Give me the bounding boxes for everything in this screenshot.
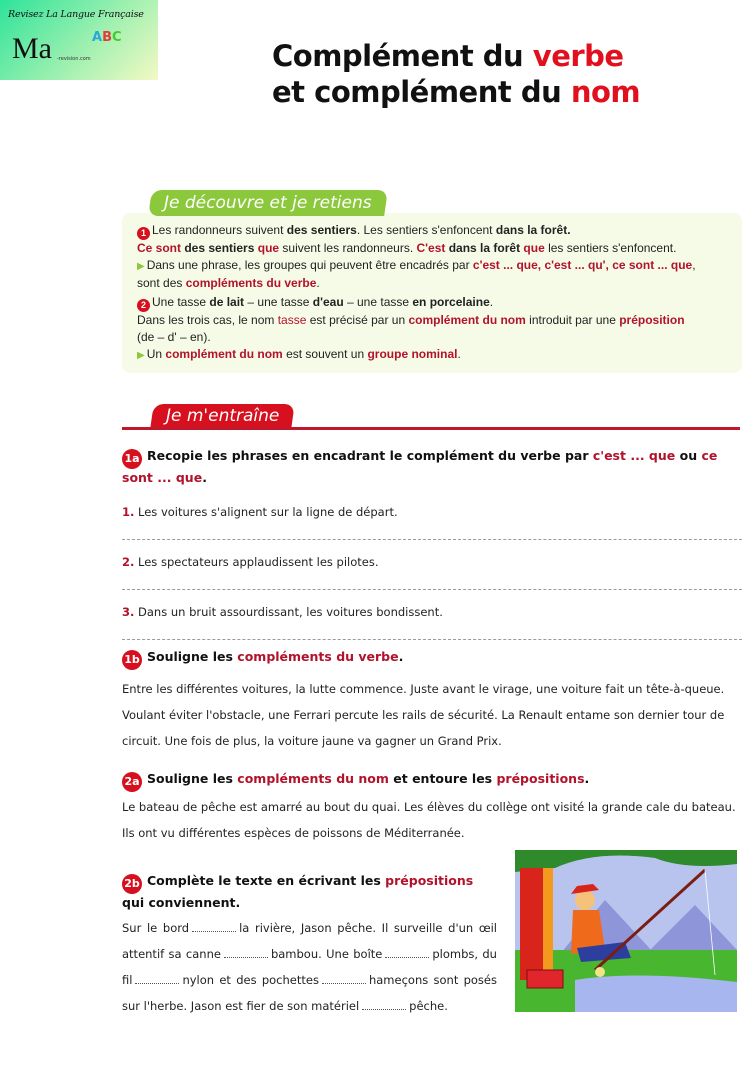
blank-field[interactable] (192, 921, 236, 932)
number-badge: 1 (137, 227, 150, 240)
rule-1-definition: ▶ Dans une phrase, les groupes qui peuvent être encadrés par c'est ... que, c'est ... qu', ce sont ... que, sont des compléments du verbe. (137, 258, 696, 290)
answer-line[interactable] (122, 589, 742, 590)
site-logo (0, 0, 158, 80)
rule-2-definition: ▶ Un complément du nom est souvent un groupe nominal. (137, 347, 461, 361)
answer-line[interactable] (122, 639, 742, 640)
exercise-item: 1. Les voitures s'alignent sur la ligne de départ. (122, 505, 742, 555)
discover-content (137, 222, 737, 364)
exercise-2a (122, 770, 742, 846)
section-divider (122, 427, 740, 430)
exercise-badge: 1a (122, 449, 142, 469)
arrow-icon: ▶ (137, 261, 145, 272)
exercise-item: 3. Dans un bruit assourdissant, les voitures bondissent. (122, 605, 742, 655)
rule-1-transformed: Ce sont des sentiers que suivent les randonneurs. C'est dans la forêt que les sentiers s'enfoncent. (137, 241, 677, 255)
blank-field[interactable] (322, 973, 366, 984)
practice-section-tab: Je m'entraîne (150, 404, 295, 428)
answer-line[interactable] (122, 539, 742, 540)
exercise-text: Le bateau de pêche est amarré au bout du quai. Les élèves du collège ont visité la grande cale du bateau. Ils ont vu différentes espèces de poissons de Méditerranée. (122, 800, 736, 840)
exercise-item: 2. Les spectateurs applaudissent les pilotes. (122, 555, 742, 605)
exercise-badge: 2b (122, 874, 142, 894)
blank-field[interactable] (224, 947, 268, 958)
exercise-instruction: 1a Recopie les phrases en encadrant le complément du verbe par c'est ... que ou ce sont ... que. (122, 448, 718, 485)
exercise-instruction: 2a Souligne les compléments du nom et entoure les prépositions. (122, 770, 742, 792)
logo-tagline: Revisez La Langue Française (8, 9, 144, 20)
arrow-icon: ▶ (137, 350, 145, 361)
page-title: Complément du verbe et complément du nom (272, 39, 641, 109)
exercise-instruction: 2b Complète le texte en écrivant les prépositions qui conviennent. (122, 873, 474, 910)
discover-section-tab: Je découvre et je retiens (148, 190, 387, 216)
exercise-2b (122, 872, 497, 1019)
logo-brand: Ma (12, 32, 52, 65)
rule-2-explanation: Dans les trois cas, le nom tasse est précisé par un complément du nom introduit par une préposition (de – d' – en). (137, 313, 685, 344)
blank-field[interactable] (362, 999, 406, 1010)
exercise-1b (122, 648, 742, 754)
logo-site: -revision.com (57, 56, 91, 62)
blank-field[interactable] (385, 947, 429, 958)
exercise-badge: 1b (122, 650, 142, 670)
exercise-text: Entre les différentes voitures, la lutte commence. Juste avant le virage, une voiture fait un tête-à-queue. Voulant éviter l'obstacle, une Ferrari percute les rails de sécurité. La Renault entame son dernier tour de circuit. Une fois de plus, la voiture jaune va gagner un Grand Prix. (122, 682, 725, 748)
exercise-1a (122, 447, 742, 655)
exercise-instruction: 1b Souligne les compléments du verbe. (122, 648, 742, 670)
exercise-badge: 2a (122, 772, 142, 792)
rule-2-example: 2 Une tasse de lait – une tasse d'eau – une tasse en porcelaine. (137, 294, 737, 312)
blank-field[interactable] (135, 973, 179, 984)
abc-icon: ABC (92, 30, 122, 45)
fisherman-illustration (515, 850, 737, 1012)
exercise-text: Sur le bord la rivière, Jason pêche. Il surveille d'un œil attentif sa canne bambou. Une boîte plombs, du fil nylon et des pochettes hameçons sont posés sur l'herbe. Jason est fier de son matériel pêche. (122, 921, 498, 1013)
number-badge: 2 (137, 299, 150, 312)
rule-1-example: 1 Les randonneurs suivent des sentiers. Les sentiers s'enfoncent dans la forêt. (137, 222, 737, 240)
